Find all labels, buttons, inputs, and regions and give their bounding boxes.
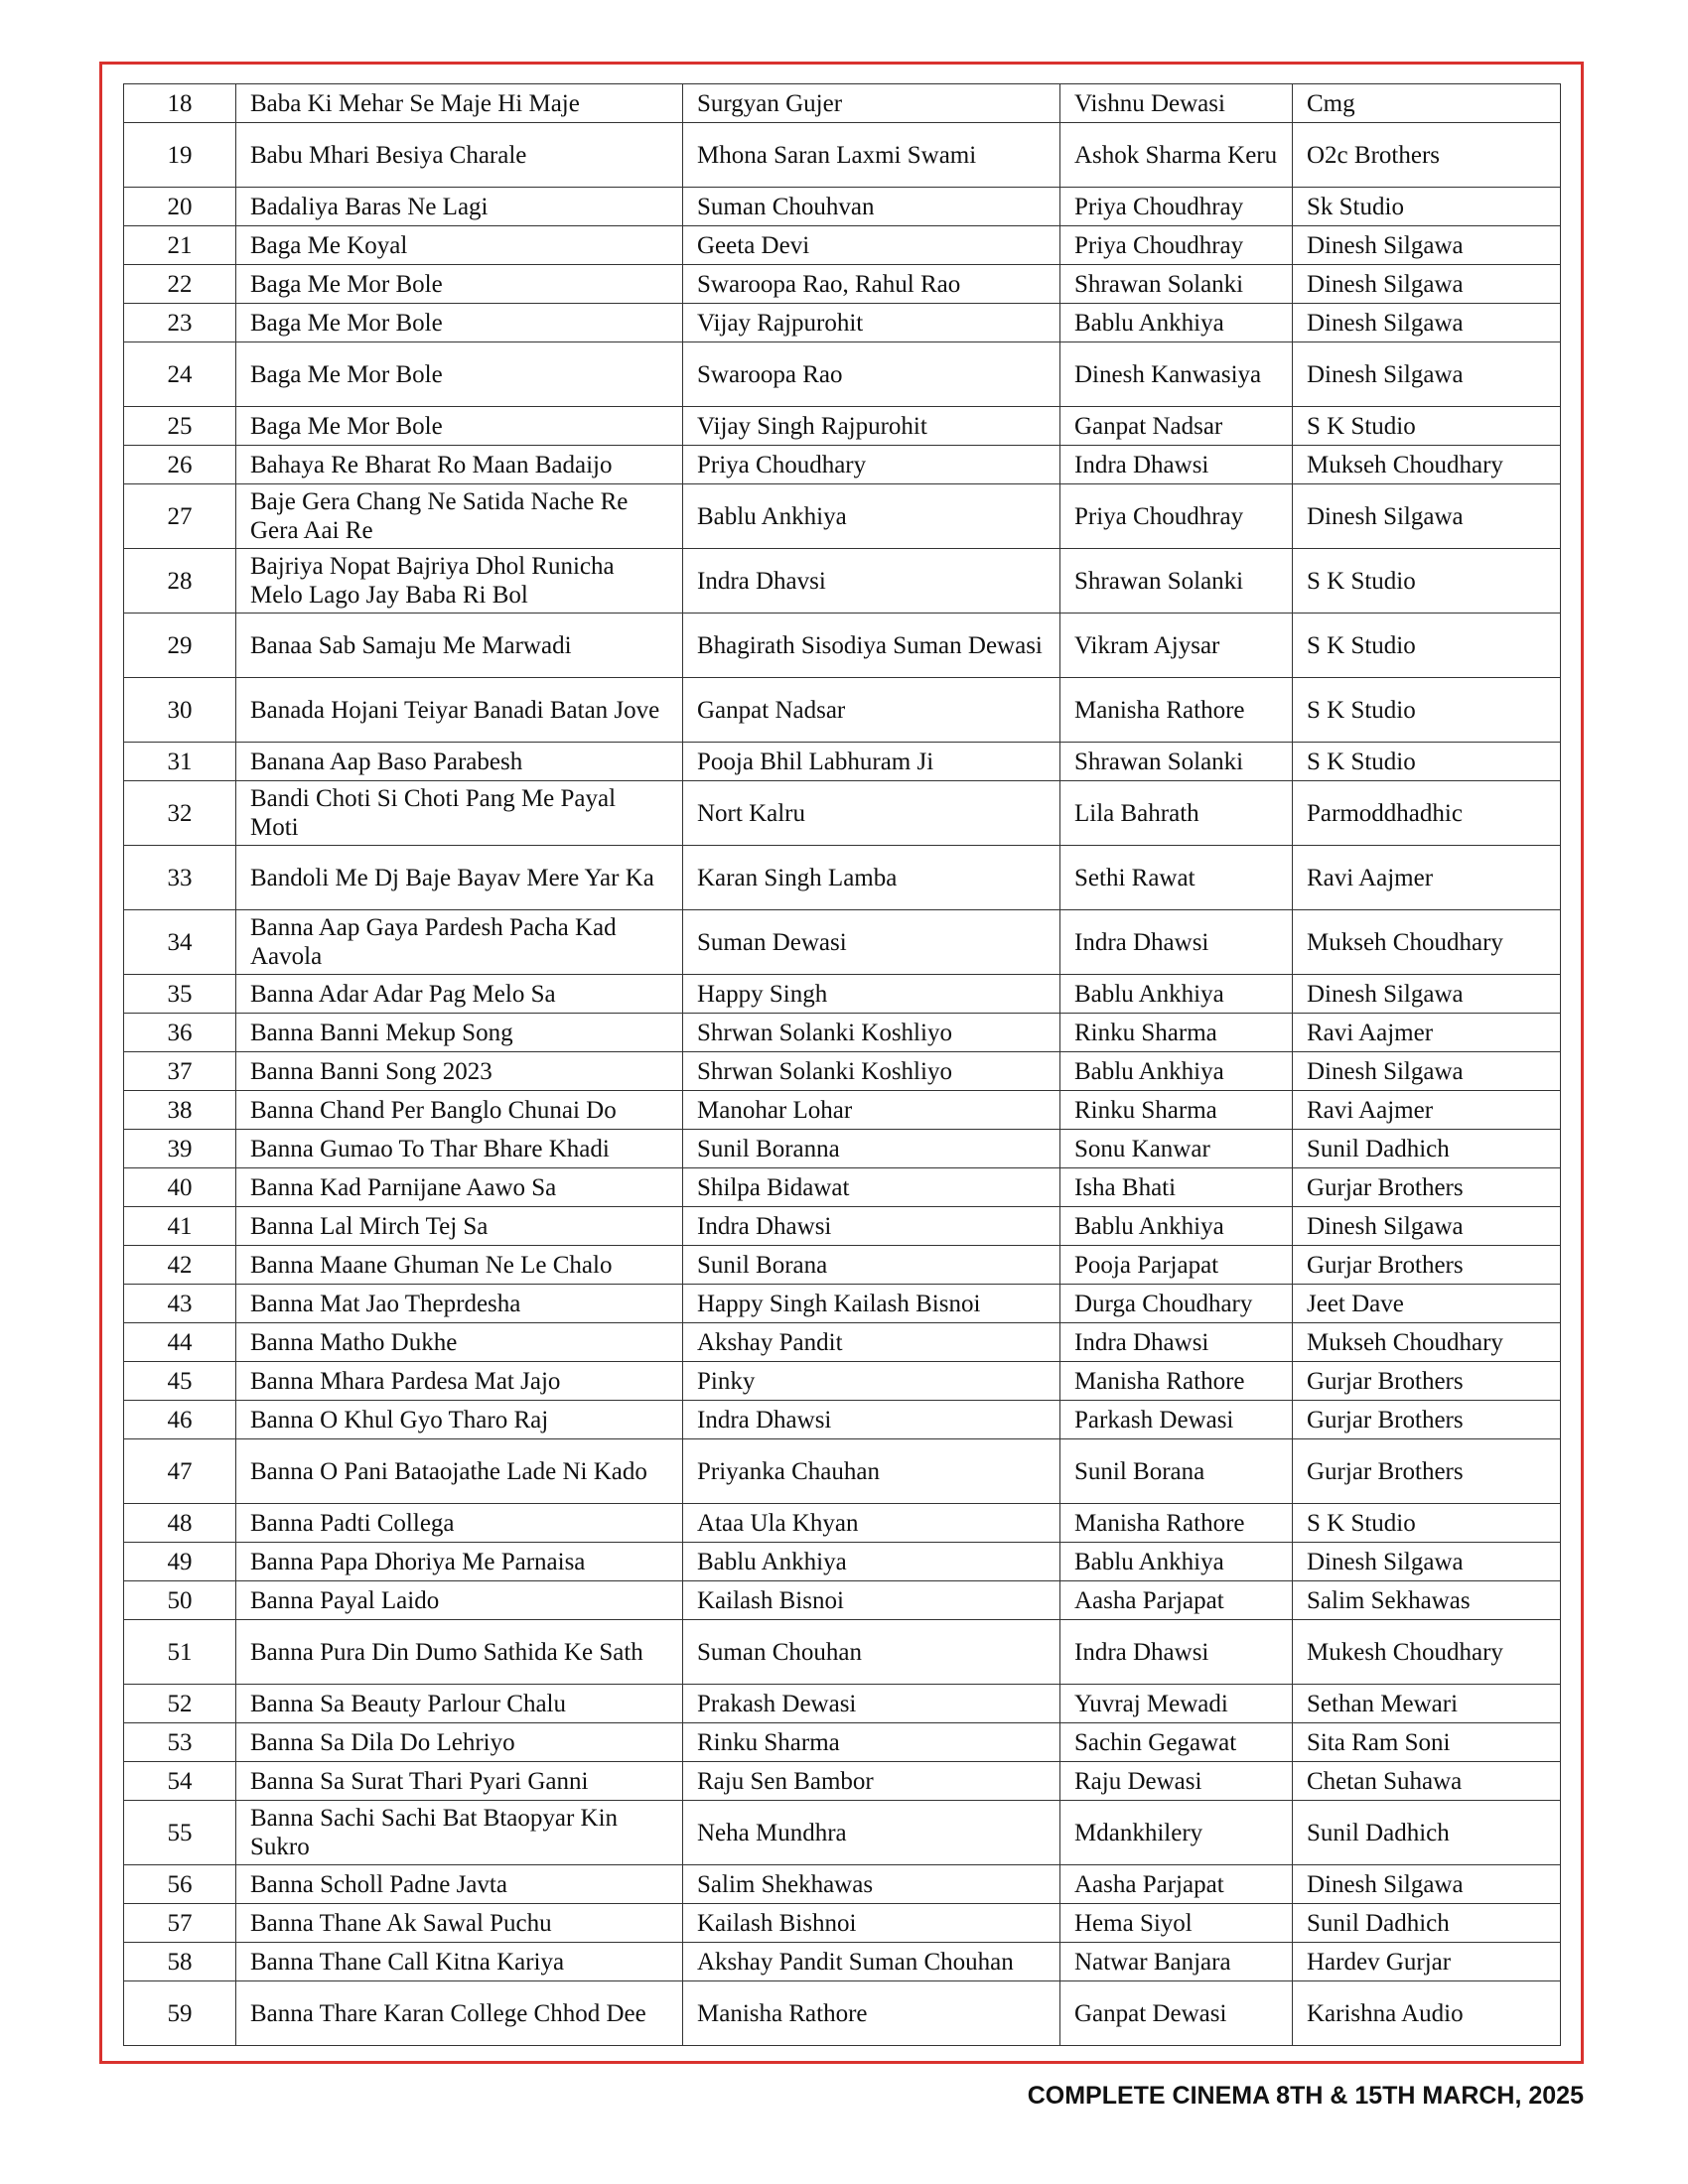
label-cell: Ravi Aajmer <box>1293 1014 1561 1052</box>
song-title-cell: Banna Maane Ghuman Ne Le Chalo <box>236 1246 683 1285</box>
row-number-cell: 25 <box>124 407 236 446</box>
table-row <box>124 1904 1561 1943</box>
table-row <box>124 781 1561 846</box>
label-cell: O2c Brothers <box>1293 123 1561 188</box>
table-row <box>124 1762 1561 1801</box>
row-number-cell: 52 <box>124 1685 236 1723</box>
row-number-cell: 20 <box>124 188 236 226</box>
table-row <box>124 549 1561 614</box>
singer-cell: Shilpa Bidawat <box>683 1168 1060 1207</box>
label-cell: Mukseh Choudhary <box>1293 910 1561 975</box>
song-title-cell: Bajriya Nopat Bajriya Dhol Runicha Melo Lago Jay Baba Ri Bol <box>236 549 683 614</box>
lyricist-cell: Bablu Ankhiya <box>1060 1543 1293 1581</box>
row-number-cell: 51 <box>124 1620 236 1685</box>
row-number-cell: 37 <box>124 1052 236 1091</box>
singer-cell: Nort Kalru <box>683 781 1060 846</box>
table-row <box>124 226 1561 265</box>
label-cell: Mukesh Choudhary <box>1293 1620 1561 1685</box>
table-row <box>124 407 1561 446</box>
lyricist-cell: Ganpat Nadsar <box>1060 407 1293 446</box>
song-title-cell: Baga Me Mor Bole <box>236 304 683 342</box>
row-number-cell: 34 <box>124 910 236 975</box>
song-title-cell: Banna Scholl Padne Javta <box>236 1865 683 1904</box>
label-cell: Dinesh Silgawa <box>1293 975 1561 1014</box>
singer-cell: Indra Dhavsi <box>683 549 1060 614</box>
lyricist-cell: Rinku Sharma <box>1060 1014 1293 1052</box>
row-number-cell: 19 <box>124 123 236 188</box>
table-row <box>124 1285 1561 1323</box>
row-number-cell: 33 <box>124 846 236 910</box>
table-row <box>124 342 1561 407</box>
table-row <box>124 743 1561 781</box>
row-number-cell: 45 <box>124 1362 236 1401</box>
lyricist-cell: Bablu Ankhiya <box>1060 1207 1293 1246</box>
song-title-cell: Banna Papa Dhoriya Me Parnaisa <box>236 1543 683 1581</box>
lyricist-cell: Manisha Rathore <box>1060 1504 1293 1543</box>
label-cell: Gurjar Brothers <box>1293 1401 1561 1439</box>
label-cell: Dinesh Silgawa <box>1293 342 1561 407</box>
table-row <box>124 1130 1561 1168</box>
label-cell: Dinesh Silgawa <box>1293 265 1561 304</box>
lyricist-cell: Lila Bahrath <box>1060 781 1293 846</box>
lyricist-cell: Sethi Rawat <box>1060 846 1293 910</box>
lyricist-cell: Indra Dhawsi <box>1060 1323 1293 1362</box>
lyricist-cell: Aasha Parjapat <box>1060 1581 1293 1620</box>
table-row <box>124 1581 1561 1620</box>
row-number-cell: 26 <box>124 446 236 484</box>
song-title-cell: Banna Payal Laido <box>236 1581 683 1620</box>
singer-cell: Happy Singh <box>683 975 1060 1014</box>
table-row <box>124 1620 1561 1685</box>
lyricist-cell: Parkash Dewasi <box>1060 1401 1293 1439</box>
lyricist-cell: Priya Choudhray <box>1060 188 1293 226</box>
table-row <box>124 1801 1561 1865</box>
song-title-cell: Baga Me Mor Bole <box>236 342 683 407</box>
singer-cell: Karan Singh Lamba <box>683 846 1060 910</box>
lyricist-cell: Indra Dhawsi <box>1060 1620 1293 1685</box>
label-cell: Dinesh Silgawa <box>1293 484 1561 549</box>
label-cell: S K Studio <box>1293 743 1561 781</box>
song-title-cell: Babu Mhari Besiya Charale <box>236 123 683 188</box>
label-cell: Dinesh Silgawa <box>1293 1052 1561 1091</box>
lyricist-cell: Bablu Ankhiya <box>1060 1052 1293 1091</box>
lyricist-cell: Pooja Parjapat <box>1060 1246 1293 1285</box>
song-title-cell: Baga Me Mor Bole <box>236 407 683 446</box>
song-title-cell: Banna Matho Dukhe <box>236 1323 683 1362</box>
lyricist-cell: Vishnu Dewasi <box>1060 84 1293 123</box>
lyricist-cell: Indra Dhawsi <box>1060 910 1293 975</box>
table-row <box>124 1723 1561 1762</box>
lyricist-cell: Durga Choudhary <box>1060 1285 1293 1323</box>
singer-cell: Suman Chouhan <box>683 1620 1060 1685</box>
lyricist-cell: Shrawan Solanki <box>1060 265 1293 304</box>
label-cell: Sk Studio <box>1293 188 1561 226</box>
song-title-cell: Bandi Choti Si Choti Pang Me Payal Moti <box>236 781 683 846</box>
table-row <box>124 1014 1561 1052</box>
singer-cell: Swaroopa Rao <box>683 342 1060 407</box>
row-number-cell: 31 <box>124 743 236 781</box>
row-number-cell: 46 <box>124 1401 236 1439</box>
label-cell: Mukseh Choudhary <box>1293 1323 1561 1362</box>
row-number-cell: 41 <box>124 1207 236 1246</box>
song-title-cell: Banna Kad Parnijane Aawo Sa <box>236 1168 683 1207</box>
singer-cell: Swaroopa Rao, Rahul Rao <box>683 265 1060 304</box>
label-cell: S K Studio <box>1293 614 1561 678</box>
lyricist-cell: Indra Dhawsi <box>1060 446 1293 484</box>
row-number-cell: 43 <box>124 1285 236 1323</box>
song-title-cell: Banaa Sab Samaju Me Marwadi <box>236 614 683 678</box>
row-number-cell: 32 <box>124 781 236 846</box>
singer-cell: Suman Dewasi <box>683 910 1060 975</box>
table-row <box>124 1091 1561 1130</box>
lyricist-cell: Mdankhilery <box>1060 1801 1293 1865</box>
song-title-cell: Badaliya Baras Ne Lagi <box>236 188 683 226</box>
row-number-cell: 39 <box>124 1130 236 1168</box>
label-cell: Dinesh Silgawa <box>1293 1865 1561 1904</box>
singer-cell: Bhagirath Sisodiya Suman Dewasi <box>683 614 1060 678</box>
singer-cell: Neha Mundhra <box>683 1801 1060 1865</box>
lyricist-cell: Bablu Ankhiya <box>1060 304 1293 342</box>
table-row <box>124 1981 1561 2046</box>
table-row <box>124 304 1561 342</box>
table-row <box>124 1323 1561 1362</box>
song-title-cell: Banna Thare Karan College Chhod Dee <box>236 1981 683 2046</box>
row-number-cell: 23 <box>124 304 236 342</box>
lyricist-cell: Raju Dewasi <box>1060 1762 1293 1801</box>
song-title-cell: Baje Gera Chang Ne Satida Nache Re Gera Aai Re <box>236 484 683 549</box>
lyricist-cell: Shrawan Solanki <box>1060 743 1293 781</box>
singer-cell: Geeta Devi <box>683 226 1060 265</box>
row-number-cell: 48 <box>124 1504 236 1543</box>
song-title-cell: Banna O Pani Bataojathe Lade Ni Kado <box>236 1439 683 1504</box>
table-row <box>124 84 1561 123</box>
row-number-cell: 29 <box>124 614 236 678</box>
lyricist-cell: Dinesh Kanwasiya <box>1060 342 1293 407</box>
singer-cell: Manohar Lohar <box>683 1091 1060 1130</box>
singer-cell: Suman Chouhvan <box>683 188 1060 226</box>
song-title-cell: Banna Adar Adar Pag Melo Sa <box>236 975 683 1014</box>
label-cell: Gurjar Brothers <box>1293 1168 1561 1207</box>
row-number-cell: 28 <box>124 549 236 614</box>
table-row <box>124 846 1561 910</box>
singer-cell: Akshay Pandit <box>683 1323 1060 1362</box>
song-title-cell: Banna Sa Beauty Parlour Chalu <box>236 1685 683 1723</box>
label-cell: Ravi Aajmer <box>1293 1091 1561 1130</box>
song-title-cell: Banna Chand Per Banglo Chunai Do <box>236 1091 683 1130</box>
row-number-cell: 56 <box>124 1865 236 1904</box>
singer-cell: Rinku Sharma <box>683 1723 1060 1762</box>
song-table <box>123 83 1561 2046</box>
song-title-cell: Banna Pura Din Dumo Sathida Ke Sath <box>236 1620 683 1685</box>
label-cell: Karishna Audio <box>1293 1981 1561 2046</box>
singer-cell: Indra Dhawsi <box>683 1207 1060 1246</box>
singer-cell: Indra Dhawsi <box>683 1401 1060 1439</box>
table-row <box>124 123 1561 188</box>
row-number-cell: 50 <box>124 1581 236 1620</box>
lyricist-cell: Aasha Parjapat <box>1060 1865 1293 1904</box>
row-number-cell: 55 <box>124 1801 236 1865</box>
label-cell: Hardev Gurjar <box>1293 1943 1561 1981</box>
lyricist-cell: Ganpat Dewasi <box>1060 1981 1293 2046</box>
table-row <box>124 1168 1561 1207</box>
table-row <box>124 1865 1561 1904</box>
singer-cell: Bablu Ankhiya <box>683 1543 1060 1581</box>
row-number-cell: 35 <box>124 975 236 1014</box>
label-cell: Ravi Aajmer <box>1293 846 1561 910</box>
label-cell: Sunil Dadhich <box>1293 1130 1561 1168</box>
label-cell: S K Studio <box>1293 549 1561 614</box>
lyricist-cell: Manisha Rathore <box>1060 678 1293 743</box>
label-cell: Gurjar Brothers <box>1293 1439 1561 1504</box>
song-title-cell: Banna Sa Dila Do Lehriyo <box>236 1723 683 1762</box>
singer-cell: Akshay Pandit Suman Chouhan <box>683 1943 1060 1981</box>
song-title-cell: Bahaya Re Bharat Ro Maan Badaijo <box>236 446 683 484</box>
lyricist-cell: Hema Siyol <box>1060 1904 1293 1943</box>
table-row <box>124 975 1561 1014</box>
table-row <box>124 614 1561 678</box>
lyricist-cell: Ashok Sharma Keru <box>1060 123 1293 188</box>
label-cell: Cmg <box>1293 84 1561 123</box>
singer-cell: Sunil Boranna <box>683 1130 1060 1168</box>
song-title-cell: Banna O Khul Gyo Tharo Raj <box>236 1401 683 1439</box>
table-row <box>124 1439 1561 1504</box>
song-title-cell: Baba Ki Mehar Se Maje Hi Maje <box>236 84 683 123</box>
table-row <box>124 1504 1561 1543</box>
row-number-cell: 22 <box>124 265 236 304</box>
singer-cell: Kailash Bishnoi <box>683 1904 1060 1943</box>
singer-cell: Priya Choudhary <box>683 446 1060 484</box>
label-cell: S K Studio <box>1293 1504 1561 1543</box>
label-cell: S K Studio <box>1293 678 1561 743</box>
song-title-cell: Banna Sachi Sachi Bat Btaopyar Kin Sukro <box>236 1801 683 1865</box>
song-title-cell: Banna Mat Jao Theprdesha <box>236 1285 683 1323</box>
lyricist-cell: Sachin Gegawat <box>1060 1723 1293 1762</box>
row-number-cell: 59 <box>124 1981 236 2046</box>
singer-cell: Salim Shekhawas <box>683 1865 1060 1904</box>
lyricist-cell: Isha Bhati <box>1060 1168 1293 1207</box>
singer-cell: Raju Sen Bambor <box>683 1762 1060 1801</box>
singer-cell: Vijay Singh Rajpurohit <box>683 407 1060 446</box>
song-title-cell: Banana Aap Baso Parabesh <box>236 743 683 781</box>
lyricist-cell: Bablu Ankhiya <box>1060 975 1293 1014</box>
singer-cell: Ataa Ula Khyan <box>683 1504 1060 1543</box>
table-row <box>124 1685 1561 1723</box>
label-cell: Gurjar Brothers <box>1293 1246 1561 1285</box>
label-cell: Sethan Mewari <box>1293 1685 1561 1723</box>
singer-cell: Shrwan Solanki Koshliyo <box>683 1052 1060 1091</box>
singer-cell: Surgyan Gujer <box>683 84 1060 123</box>
row-number-cell: 40 <box>124 1168 236 1207</box>
table-row <box>124 1246 1561 1285</box>
row-number-cell: 42 <box>124 1246 236 1285</box>
row-number-cell: 18 <box>124 84 236 123</box>
row-number-cell: 49 <box>124 1543 236 1581</box>
singer-cell: Vijay Rajpurohit <box>683 304 1060 342</box>
song-title-cell: Baga Me Mor Bole <box>236 265 683 304</box>
table-row <box>124 678 1561 743</box>
song-title-cell: Baga Me Koyal <box>236 226 683 265</box>
row-number-cell: 38 <box>124 1091 236 1130</box>
lyricist-cell: Rinku Sharma <box>1060 1091 1293 1130</box>
table-row <box>124 265 1561 304</box>
label-cell: Dinesh Silgawa <box>1293 304 1561 342</box>
singer-cell: Ganpat Nadsar <box>683 678 1060 743</box>
song-title-cell: Banna Banni Song 2023 <box>236 1052 683 1091</box>
row-number-cell: 36 <box>124 1014 236 1052</box>
singer-cell: Bablu Ankhiya <box>683 484 1060 549</box>
row-number-cell: 44 <box>124 1323 236 1362</box>
row-number-cell: 57 <box>124 1904 236 1943</box>
label-cell: Dinesh Silgawa <box>1293 226 1561 265</box>
row-number-cell: 24 <box>124 342 236 407</box>
song-title-cell: Banna Thane Call Kitna Kariya <box>236 1943 683 1981</box>
song-title-cell: Banna Sa Surat Thari Pyari Ganni <box>236 1762 683 1801</box>
lyricist-cell: Priya Choudhray <box>1060 484 1293 549</box>
singer-cell: Priyanka Chauhan <box>683 1439 1060 1504</box>
label-cell: Salim Sekhawas <box>1293 1581 1561 1620</box>
table-row <box>124 1543 1561 1581</box>
lyricist-cell: Shrawan Solanki <box>1060 549 1293 614</box>
table-row <box>124 1052 1561 1091</box>
lyricist-cell: Sunil Borana <box>1060 1439 1293 1504</box>
singer-cell: Mhona Saran Laxmi Swami <box>683 123 1060 188</box>
label-cell: Sunil Dadhich <box>1293 1801 1561 1865</box>
label-cell: Gurjar Brothers <box>1293 1362 1561 1401</box>
singer-cell: Manisha Rathore <box>683 1981 1060 2046</box>
table-row <box>124 1401 1561 1439</box>
song-title-cell: Banna Padti Collega <box>236 1504 683 1543</box>
label-cell: S K Studio <box>1293 407 1561 446</box>
row-number-cell: 54 <box>124 1762 236 1801</box>
label-cell: Sunil Dadhich <box>1293 1904 1561 1943</box>
table-row <box>124 910 1561 975</box>
label-cell: Chetan Suhawa <box>1293 1762 1561 1801</box>
song-title-cell: Banna Mhara Pardesa Mat Jajo <box>236 1362 683 1401</box>
song-title-cell: Banna Banni Mekup Song <box>236 1014 683 1052</box>
lyricist-cell: Vikram Ajysar <box>1060 614 1293 678</box>
table-row <box>124 484 1561 549</box>
lyricist-cell: Natwar Banjara <box>1060 1943 1293 1981</box>
label-cell: Parmoddhadhic <box>1293 781 1561 846</box>
table-row <box>124 446 1561 484</box>
song-title-cell: Banna Lal Mirch Tej Sa <box>236 1207 683 1246</box>
row-number-cell: 47 <box>124 1439 236 1504</box>
lyricist-cell: Sonu Kanwar <box>1060 1130 1293 1168</box>
singer-cell: Pinky <box>683 1362 1060 1401</box>
table-row <box>124 188 1561 226</box>
label-cell: Mukseh Choudhary <box>1293 446 1561 484</box>
table-row <box>124 1362 1561 1401</box>
song-table-body <box>124 84 1561 2046</box>
row-number-cell: 30 <box>124 678 236 743</box>
singer-cell: Prakash Dewasi <box>683 1685 1060 1723</box>
song-title-cell: Banada Hojani Teiyar Banadi Batan Jove <box>236 678 683 743</box>
lyricist-cell: Manisha Rathore <box>1060 1362 1293 1401</box>
row-number-cell: 21 <box>124 226 236 265</box>
row-number-cell: 53 <box>124 1723 236 1762</box>
song-title-cell: Banna Gumao To Thar Bhare Khadi <box>236 1130 683 1168</box>
label-cell: Dinesh Silgawa <box>1293 1543 1561 1581</box>
song-title-cell: Banna Aap Gaya Pardesh Pacha Kad Aavola <box>236 910 683 975</box>
singer-cell: Shrwan Solanki Koshliyo <box>683 1014 1060 1052</box>
singer-cell: Pooja Bhil Labhuram Ji <box>683 743 1060 781</box>
label-cell: Sita Ram Soni <box>1293 1723 1561 1762</box>
singer-cell: Kailash Bisnoi <box>683 1581 1060 1620</box>
singer-cell: Sunil Borana <box>683 1246 1060 1285</box>
row-number-cell: 58 <box>124 1943 236 1981</box>
row-number-cell: 27 <box>124 484 236 549</box>
song-title-cell: Banna Thane Ak Sawal Puchu <box>236 1904 683 1943</box>
lyricist-cell: Yuvraj Mewadi <box>1060 1685 1293 1723</box>
label-cell: Jeet Dave <box>1293 1285 1561 1323</box>
table-row <box>124 1207 1561 1246</box>
label-cell: Dinesh Silgawa <box>1293 1207 1561 1246</box>
singer-cell: Happy Singh Kailash Bisnoi <box>683 1285 1060 1323</box>
footer-text: COMPLETE CINEMA 8TH & 15TH MARCH, 2025 <box>1027 2082 1584 2110</box>
table-row <box>124 1943 1561 1981</box>
song-title-cell: Bandoli Me Dj Baje Bayav Mere Yar Ka <box>236 846 683 910</box>
lyricist-cell: Priya Choudhray <box>1060 226 1293 265</box>
